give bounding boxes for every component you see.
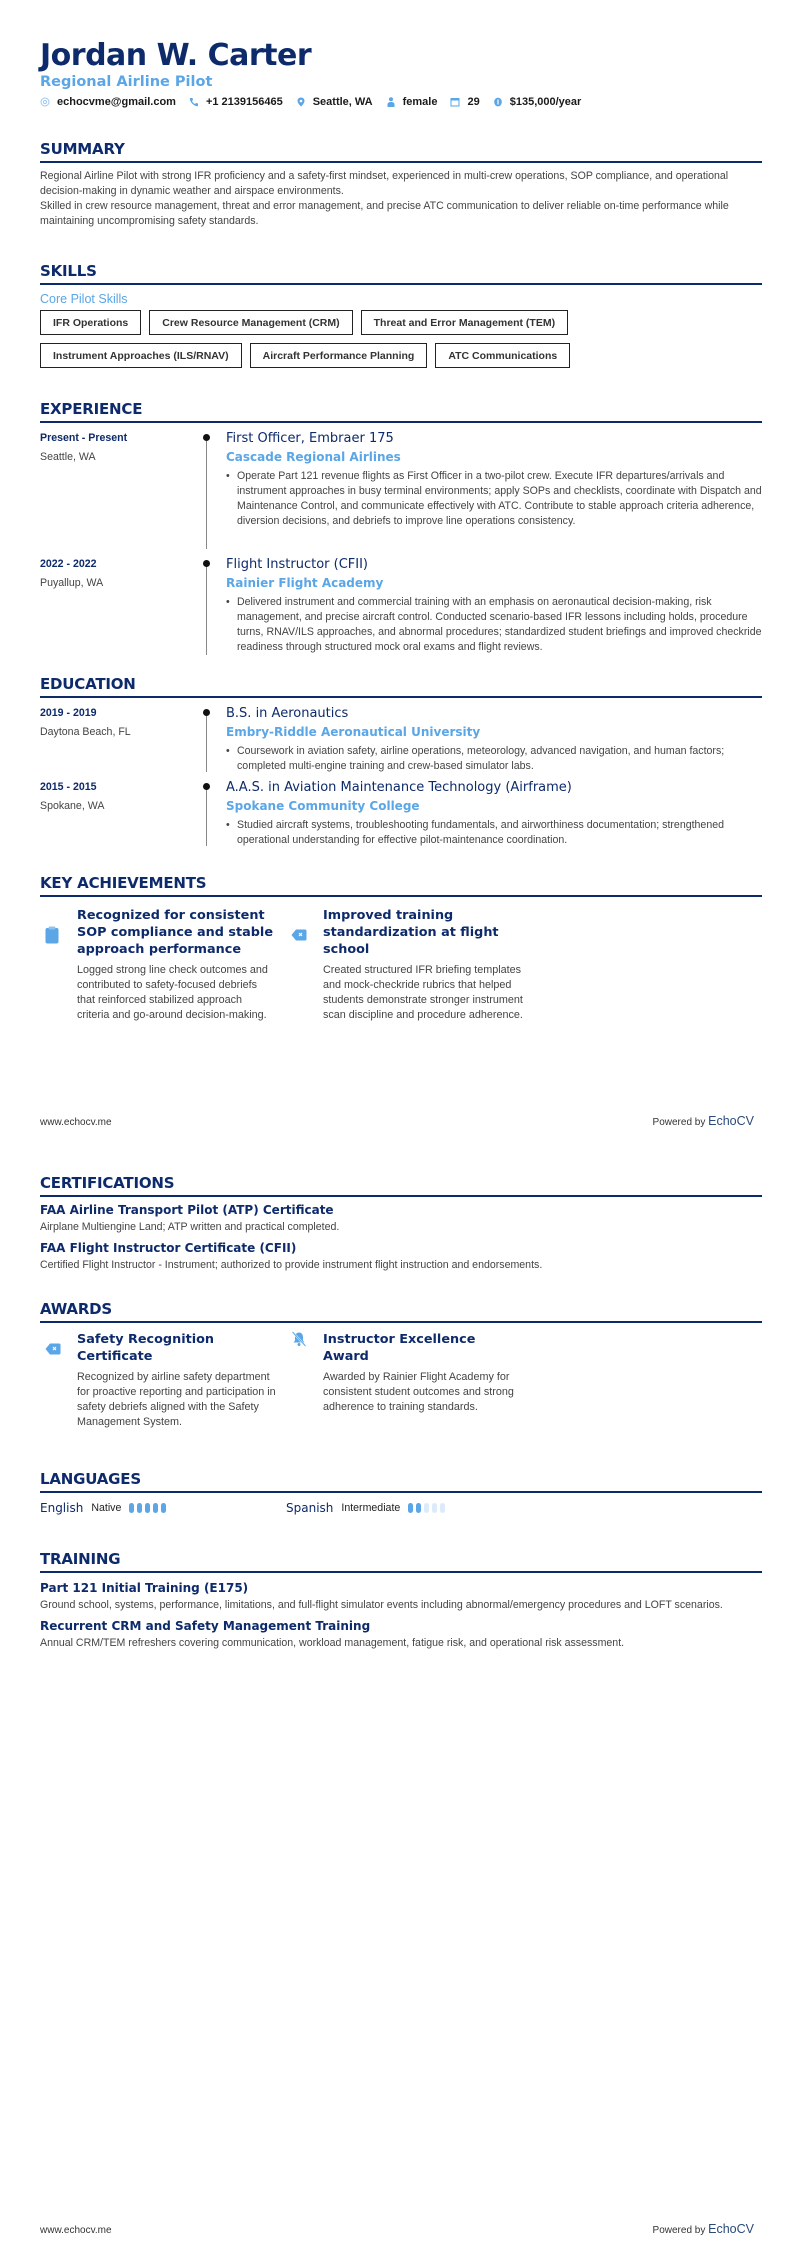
- entry-institution: Embry-Riddle Aeronautical University: [226, 725, 481, 739]
- summary-section: [40, 140, 762, 229]
- footer-powered-by: Powered by EchoCV: [652, 1114, 754, 1128]
- entry-bullet: • Operate Part 121 revenue flights as First Officer in a two-pilot crew. Execute IFR departures/arrivals and instrument approaches in busy terminal environments; apply SOPs and checklists, coordinate with Dispatch and Maintenance Control, and communicate effectively with ATC. Contribute to stable approach criteria adherence, diversion decisions, and debriefs to improve line operations consistency.: [226, 469, 762, 529]
- contact-email-value: echocvme@gmail.com: [57, 96, 176, 108]
- contact-age: [450, 96, 479, 108]
- timeline-dot: [203, 560, 210, 567]
- backspace-tag-icon: [40, 1331, 77, 1430]
- skill-tags: [40, 343, 762, 376]
- achievement-description: Logged strong line check outcomes and contributed to safety-focused debriefs that reinforced stabilized approach criteria and go-around decision-making.: [77, 964, 268, 1021]
- language-level: Native: [91, 1502, 122, 1514]
- contact-location-value: Seattle, WA: [312, 96, 373, 108]
- dollar-icon: [493, 97, 503, 107]
- training-title: Recurrent CRM and Safety Management Training: [40, 1619, 371, 1633]
- education-section: [40, 675, 762, 846]
- backspace-tag-icon: [286, 907, 323, 1023]
- education-entry: [40, 706, 762, 772]
- award-card: [286, 1331, 532, 1430]
- entry-degree: B.S. in Aeronautics: [226, 706, 349, 721]
- entry-dates: 2022 - 2022: [40, 558, 97, 570]
- experience-entry: [40, 557, 762, 655]
- location-pin-icon: [296, 97, 306, 107]
- section-title-skills: SKILLS: [40, 262, 762, 285]
- training-item: [40, 1619, 762, 1651]
- training-section: [40, 1550, 762, 1651]
- certification-title: FAA Airline Transport Pilot (ATP) Certificate: [40, 1203, 334, 1217]
- training-description: Ground school, systems, performance, limitations, and full-flight simulator events including abnormal/emergency procedures and LOFT scenarios.: [40, 1599, 723, 1611]
- timeline-line: [206, 712, 207, 772]
- entry-institution: Spokane Community College: [226, 799, 420, 813]
- bell-slash-icon: [286, 1331, 323, 1430]
- timeline-line: [206, 437, 207, 549]
- footer-brand[interactable]: EchoCV: [708, 1114, 754, 1128]
- award-description: Recognized by airline safety department for proactive reporting and participation in safety debriefs aligned with the Safety Management System.: [77, 1371, 276, 1428]
- timeline-dot: [203, 709, 210, 716]
- section-title-awards: AWARDS: [40, 1300, 762, 1323]
- at-icon: [40, 97, 50, 107]
- certifications-section: [40, 1174, 762, 1273]
- language-name: Spanish: [286, 1501, 334, 1515]
- award-title: Instructor Excellence Award: [323, 1332, 476, 1364]
- certification-description: Airplane Multiengine Land; ATP written and practical completed.: [40, 1221, 340, 1233]
- resume-page-2: [0, 1160, 794, 2246]
- contact-salary: [493, 96, 582, 108]
- education-entry: [40, 780, 762, 846]
- skills-section: [40, 262, 762, 376]
- timeline-line: [206, 563, 207, 655]
- section-title-training: TRAINING: [40, 1550, 762, 1573]
- training-title: Part 121 Initial Training (E175): [40, 1581, 249, 1595]
- contact-bar: [40, 96, 594, 108]
- dot-filled: [145, 1503, 150, 1513]
- certification-item: [40, 1203, 762, 1235]
- contact-gender: [386, 96, 438, 108]
- dot-filled: [129, 1503, 134, 1513]
- contact-salary-value: $135,000/year: [509, 96, 582, 108]
- entry-degree: A.A.S. in Aviation Maintenance Technology (Airframe): [226, 780, 572, 795]
- calendar-icon: [450, 97, 460, 107]
- entry-dates: 2019 - 2019: [40, 707, 97, 719]
- skill-tag: Aircraft Performance Planning: [250, 343, 428, 368]
- dot-filled: [408, 1503, 413, 1513]
- achievement-description: Created structured IFR briefing templates and mock-checkride rubrics that helped students demonstrate stronger instrument scan discipline and procedure adherence.: [323, 964, 523, 1021]
- entry-location: Seattle, WA: [40, 451, 96, 463]
- entry-role: First Officer, Embraer 175: [226, 431, 394, 446]
- footer-brand[interactable]: EchoCV: [708, 2222, 754, 2236]
- skill-tag: IFR Operations: [40, 310, 141, 335]
- summary-paragraph: Skilled in crew resource management, threat and error management, and precise ATC communication to deliver reliable on-time performance while maintaining uncompromising safety standards.: [40, 200, 729, 227]
- dot-empty: [440, 1503, 445, 1513]
- achievement-card: [40, 907, 286, 1023]
- contact-phone-value: +1 2139156465: [205, 96, 283, 108]
- experience-section: [40, 400, 762, 655]
- dot-filled: [161, 1503, 166, 1513]
- achievement-title: Recognized for consistent SOP compliance and stable approach performance: [77, 908, 273, 957]
- skill-group-title: Core Pilot Skills: [40, 292, 128, 306]
- section-title-languages: LANGUAGES: [40, 1470, 762, 1493]
- dot-empty: [432, 1503, 437, 1513]
- dot-filled: [416, 1503, 421, 1513]
- dot-filled: [153, 1503, 158, 1513]
- skill-tag: Instrument Approaches (ILS/RNAV): [40, 343, 242, 368]
- dot-filled: [137, 1503, 142, 1513]
- entry-organization: Cascade Regional Airlines: [226, 450, 401, 464]
- candidate-title: Regional Airline Pilot: [40, 74, 213, 90]
- training-description: Annual CRM/TEM refreshers covering communication, workload management, fatigue risk, and operational risk assessment.: [40, 1637, 625, 1649]
- footer-website-link[interactable]: www.echocv.me: [40, 2225, 112, 2236]
- certification-title: FAA Flight Instructor Certificate (CFII): [40, 1241, 297, 1255]
- summary-paragraph: Regional Airline Pilot with strong IFR proficiency and a safety-first mindset, experienced in multi-crew operations, SOP compliance, and operational decision-making in dynamic weather and airspace environments.: [40, 170, 729, 197]
- entry-dates: 2015 - 2015: [40, 781, 97, 793]
- entry-location: Puyallup, WA: [40, 577, 104, 589]
- phone-icon: [189, 97, 199, 107]
- skill-tag: ATC Communications: [435, 343, 570, 368]
- candidate-name: Jordan W. Carter: [40, 38, 312, 73]
- certification-item: [40, 1241, 762, 1273]
- skill-tag: Threat and Error Management (TEM): [361, 310, 568, 335]
- skill-tag: Crew Resource Management (CRM): [149, 310, 352, 335]
- entry-dates: Present - Present: [40, 432, 128, 444]
- clipboard-icon: [40, 907, 77, 1023]
- footer-powered-by: Powered by EchoCV: [652, 2222, 754, 2236]
- entry-bullet: • Studied aircraft systems, troubleshooting fundamentals, and airworthiness documentation; strengthened operational understanding for effective pilot-maintenance coordination.: [226, 818, 762, 848]
- experience-entry: [40, 431, 762, 549]
- award-title: Safety Recognition Certificate: [77, 1332, 214, 1364]
- page-footer: [40, 2222, 754, 2236]
- contact-phone[interactable]: [189, 96, 283, 108]
- entry-organization: Rainier Flight Academy: [226, 576, 384, 590]
- language-level: Intermediate: [341, 1502, 401, 1514]
- languages-section: [40, 1470, 762, 1515]
- achievement-title: Improved training standardization at flight school: [323, 908, 499, 957]
- section-title-experience: EXPERIENCE: [40, 400, 762, 423]
- proficiency-dots: [129, 1503, 169, 1513]
- section-title-certifications: CERTIFICATIONS: [40, 1174, 762, 1197]
- language-item: [40, 1501, 286, 1515]
- timeline-line: [206, 786, 207, 846]
- language-item: [286, 1501, 532, 1515]
- section-title-achievements: KEY ACHIEVEMENTS: [40, 874, 762, 897]
- certification-description: Certified Flight Instructor - Instrument; authorized to provide instrument flight instruction and endorsements.: [40, 1259, 543, 1271]
- award-description: Awarded by Rainier Flight Academy for consistent student outcomes and strong adherence to training standards.: [323, 1371, 514, 1413]
- timeline-dot: [203, 434, 210, 441]
- award-card: [40, 1331, 286, 1430]
- skill-tags: [40, 310, 762, 343]
- contact-email[interactable]: [40, 96, 176, 108]
- person-icon: [386, 97, 396, 107]
- contact-gender-value: female: [402, 96, 438, 108]
- language-name: English: [40, 1501, 84, 1515]
- contact-age-value: 29: [467, 96, 480, 108]
- section-title-summary: SUMMARY: [40, 140, 762, 163]
- entry-location: Daytona Beach, FL: [40, 726, 131, 738]
- timeline-dot: [203, 783, 210, 790]
- section-title-education: EDUCATION: [40, 675, 762, 698]
- proficiency-dots: [408, 1503, 448, 1513]
- training-item: [40, 1581, 762, 1613]
- footer-website-link[interactable]: www.echocv.me: [40, 1117, 112, 1128]
- contact-location: [296, 96, 373, 108]
- entry-bullet: • Delivered instrument and commercial training with an emphasis on aeronautical decision-making, risk management, and precise aircraft control. Conducted scenario-based IFR lessons including holds, procedure turns, RNAV/ILS approaches, and abnormal procedures; standardized student briefings and improved checkride readiness through structured mock oral exams and flight reviews.: [226, 595, 762, 655]
- entry-bullet: • Coursework in aviation safety, airline operations, meteorology, advanced navigation, and human factors; completed multi-engine training and crew-based simulator labs.: [226, 744, 762, 774]
- dot-empty: [424, 1503, 429, 1513]
- entry-location: Spokane, WA: [40, 800, 105, 812]
- achievement-card: [286, 907, 532, 1023]
- entry-role: Flight Instructor (CFII): [226, 557, 368, 572]
- achievements-section: [40, 874, 762, 1023]
- awards-section: [40, 1300, 762, 1430]
- page-footer: [40, 1114, 754, 1128]
